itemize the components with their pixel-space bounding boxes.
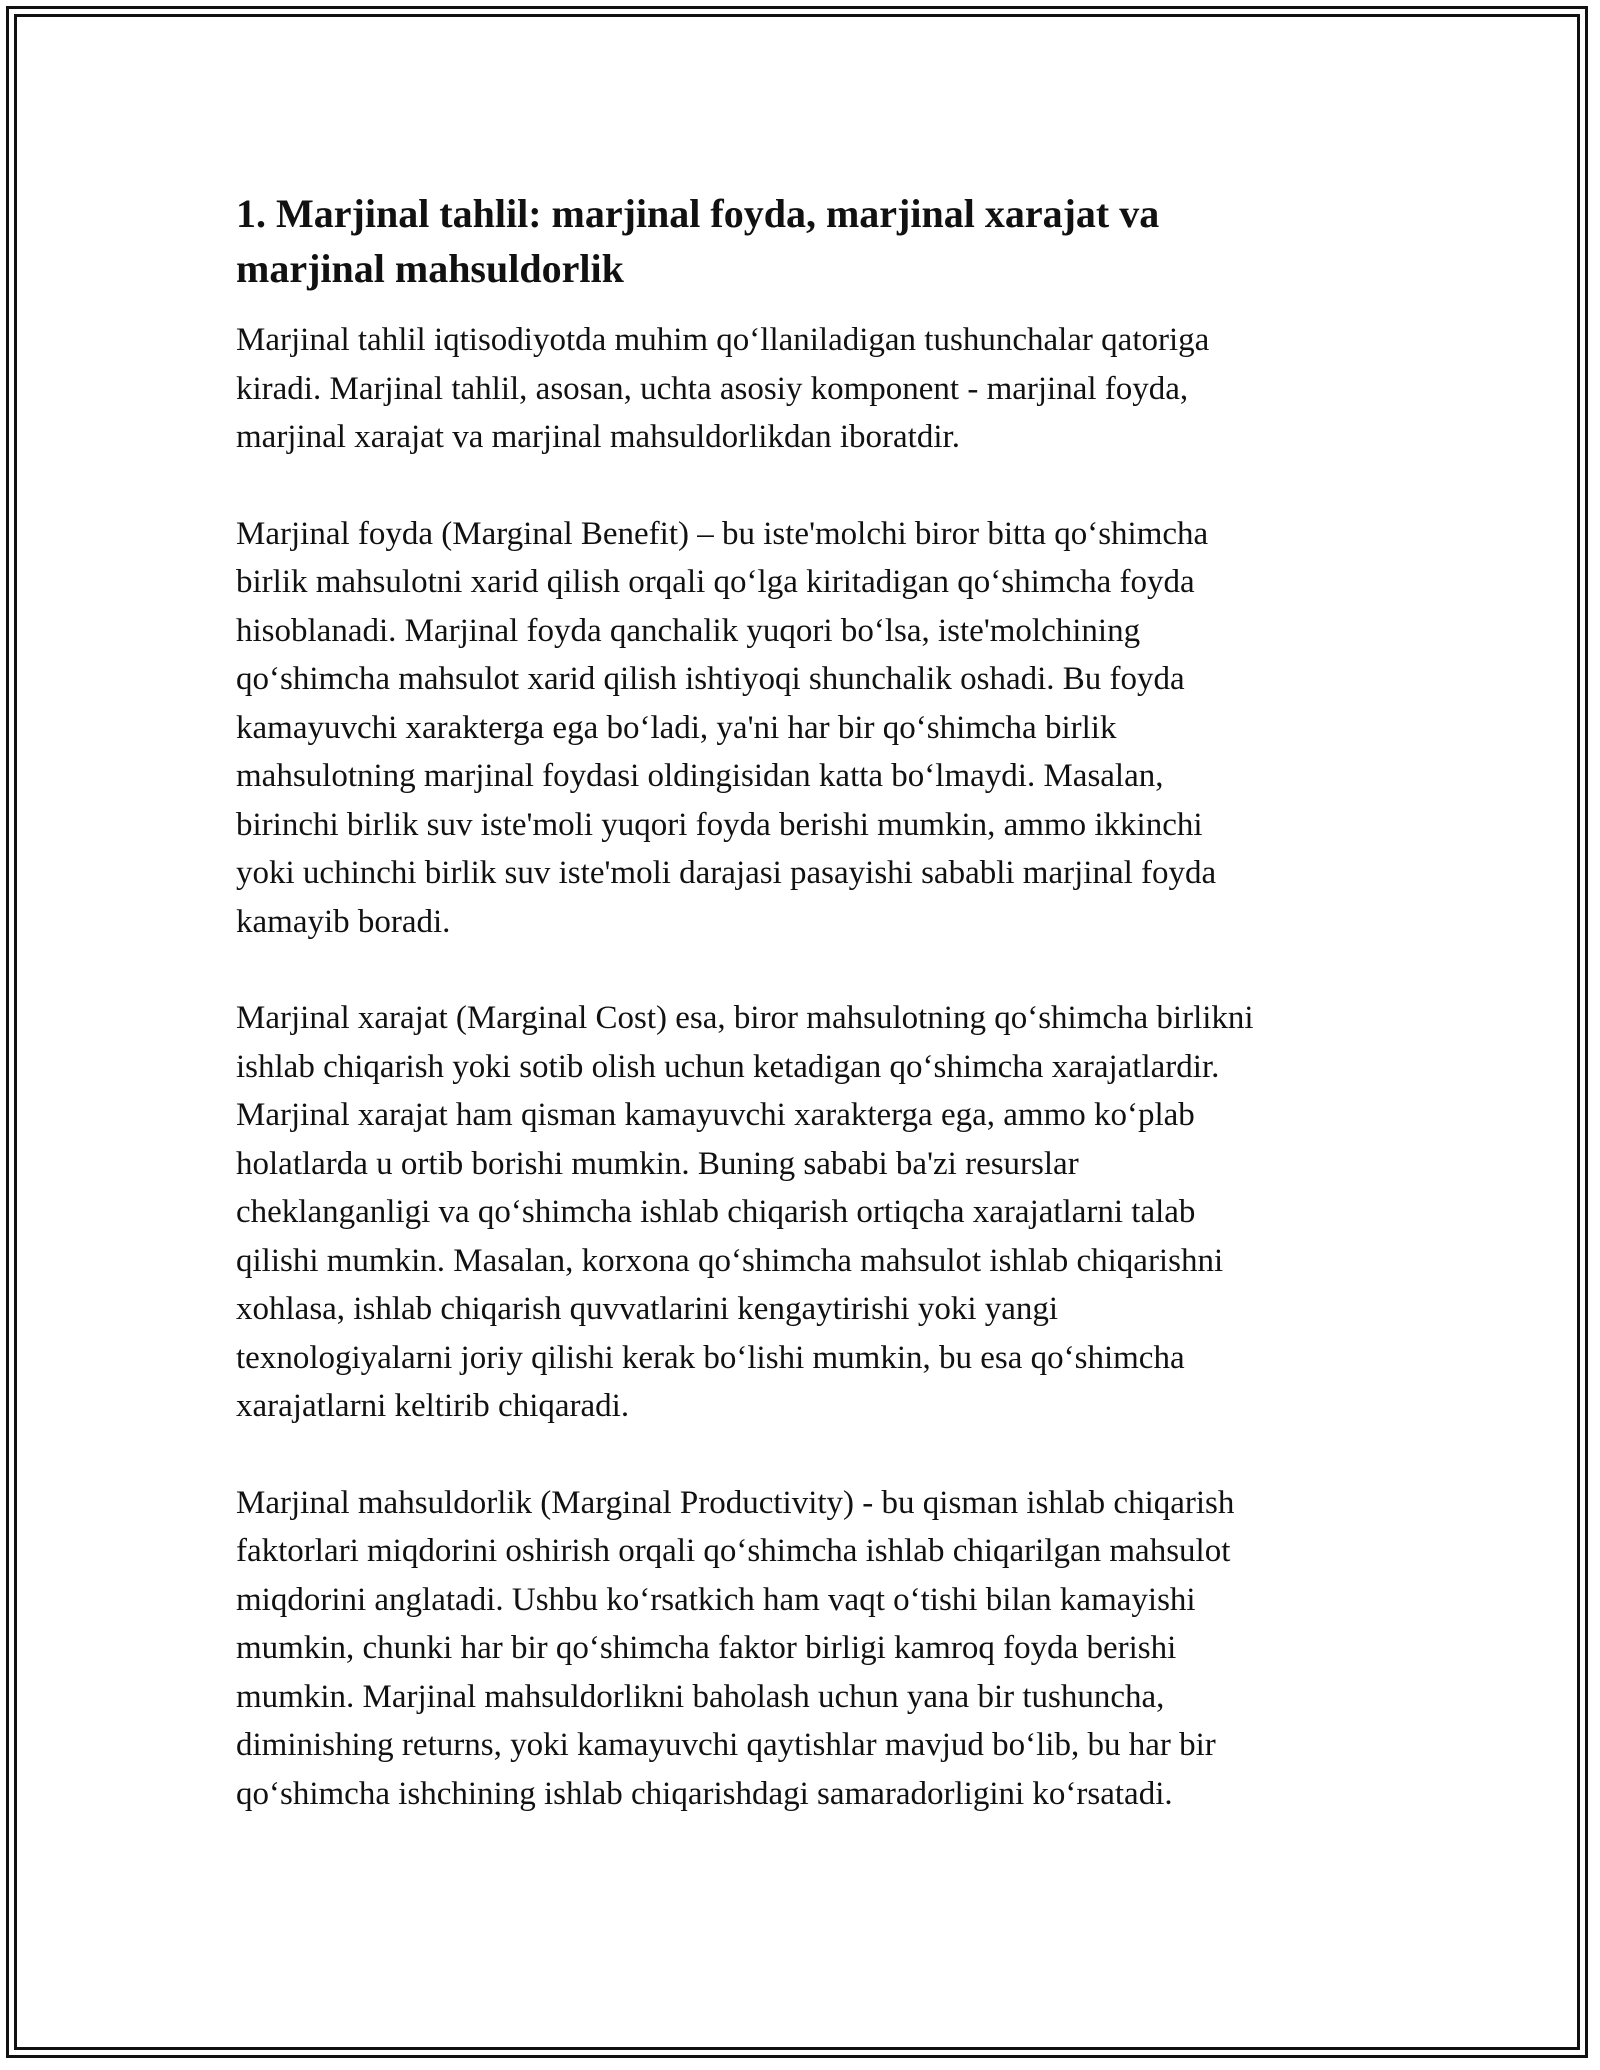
section-heading [236, 186, 1376, 296]
paragraph-line: cheklanganligi va qo‘shimcha ishlab chiqarish ortiqcha xarajatlarni talab [236, 1194, 1196, 1230]
paragraph-line: qilishi mumkin. Masalan, korxona qo‘shimcha mahsulot ishlab chiqarishni [236, 1242, 1224, 1279]
paragraph-line: miqdorini anglatadi. Ushbu ko‘rsatkich ham vaqt o‘tishi bilan kamayishi [236, 1581, 1196, 1618]
heading-line: 1. Marjinal tahlil: marjinal foyda, marjinal xarajat va [236, 191, 1160, 236]
paragraph-line: mumkin, chunki har bir qo‘shimcha faktor birligi kamroq foyda berishi [236, 1630, 1177, 1666]
paragraph-line: marjinal xarajat va marjinal mahsuldorlikdan iboratdir. [236, 419, 960, 455]
paragraph-line: xohlasa, ishlab chiqarish quvvatlarini kengaytirishi yoki yangi [236, 1291, 1059, 1327]
paragraph-line: Marjinal foyda (Marginal Benefit) – bu iste'molchi biror bitta qo‘shimcha [236, 515, 1209, 552]
paragraph-line: Marjinal mahsuldorlik (Marginal Productivity) - bu qisman ishlab chiqarish [236, 1484, 1235, 1521]
paragraph-line: kamayib boradi. [236, 903, 451, 940]
paragraph-list [236, 316, 1376, 1818]
paragraph-line: holatlarda u ortib borishi mumkin. Buning sababi ba'zi resurslar [236, 1145, 1079, 1182]
paragraph [236, 510, 1376, 947]
paragraph [236, 994, 1376, 1431]
paragraph-line: qo‘shimcha mahsulot xarid qilish ishtiyoqi shunchalik oshadi. Bu foyda [236, 661, 1185, 697]
paragraph-line: xarajatlarni keltirib chiqaradi. [236, 1388, 630, 1424]
paragraph-line: mahsulotning marjinal foydasi oldingisidan katta bo‘lmaydi. Masalan, [236, 758, 1164, 794]
paragraph-line: yoki uchinchi birlik suv iste'moli darajasi pasayishi sababli marjinal foyda [236, 855, 1217, 891]
paragraph-line: Marjinal xarajat (Marginal Cost) esa, biror mahsulotning qo‘shimcha birlikni [236, 1000, 1254, 1036]
paragraph-line: faktorlari miqdorini oshirish orqali qo‘shimcha ishlab chiqarilgan mahsulot [236, 1533, 1231, 1569]
paragraph-line: ishlab chiqarish yoki sotib olish uchun ketadigan qo‘shimcha xarajatlardir. [236, 1048, 1220, 1085]
paragraph-line: hisoblanadi. Marjinal foyda qanchalik yuqori bo‘lsa, iste'molchining [236, 612, 1141, 649]
paragraph-line: birlik mahsulotni xarid qilish orqali qo‘lga kiritadigan qo‘shimcha foyda [236, 564, 1195, 600]
paragraph-line: diminishing returns, yoki kamayuvchi qaytishlar mavjud bo‘lib, bu har bir [236, 1727, 1216, 1763]
paragraph [236, 1479, 1376, 1819]
paragraph-line: Marjinal tahlil iqtisodiyotda muhim qo‘llaniladigan tushunchalar qatoriga [236, 322, 1210, 358]
paragraph-line: qo‘shimcha ishchining ishlab chiqarishdagi samaradorligini ko‘rsatadi. [236, 1775, 1173, 1812]
heading-line: marjinal mahsuldorlik [236, 246, 624, 291]
paragraph-line: birinchi birlik suv iste'moli yuqori foyda berishi mumkin, ammo ikkinchi [236, 806, 1203, 843]
paragraph-line: mumkin. Marjinal mahsuldorlikni baholash uchun yana bir tushuncha, [236, 1678, 1165, 1715]
paragraph-line: kiradi. Marjinal tahlil, asosan, uchta asosiy komponent - marjinal foyda, [236, 370, 1189, 407]
paragraph [236, 316, 1376, 462]
paragraph-line: Marjinal xarajat ham qisman kamayuvchi xarakterga ega, ammo ko‘plab [236, 1097, 1195, 1133]
paragraph-line: kamayuvchi xarakterga ega bo‘ladi, ya'ni har bir qo‘shimcha birlik [236, 709, 1117, 746]
paragraph-line: texnologiyalarni joriy qilishi kerak bo‘lishi mumkin, bu esa qo‘shimcha [236, 1339, 1185, 1376]
document-body [236, 186, 1376, 1866]
